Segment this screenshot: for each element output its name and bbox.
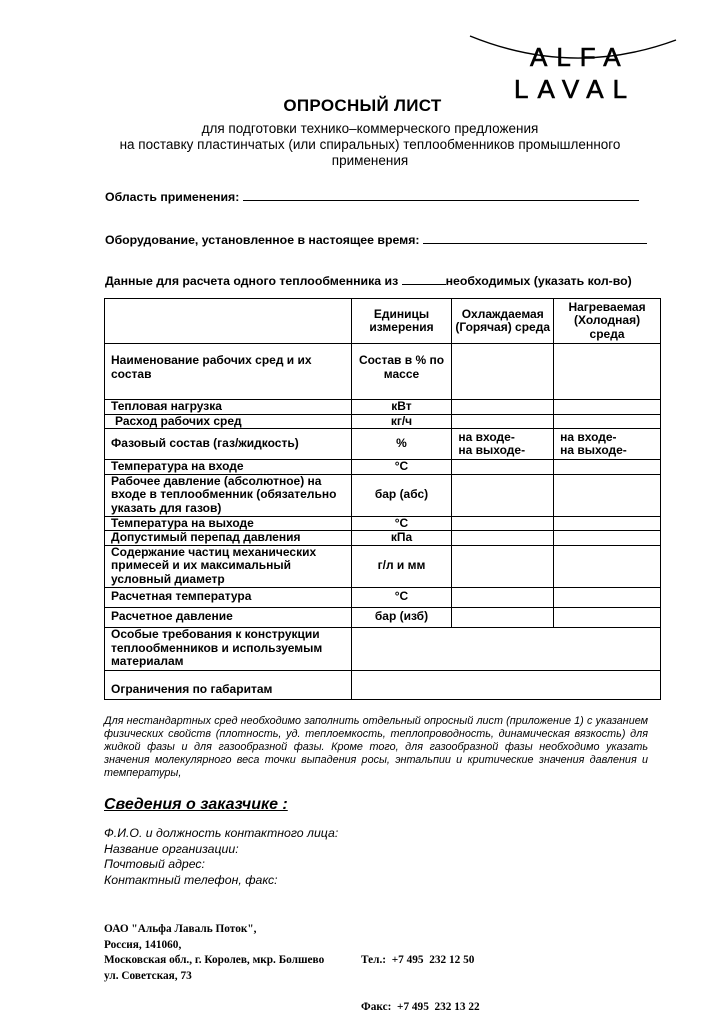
- table-row: [105, 429, 661, 460]
- unit-cell: °С: [351, 516, 452, 531]
- unit-cell: кг/ч: [351, 414, 452, 429]
- postal-address-label: Почтовый адрес:: [104, 857, 205, 871]
- cold-value-cell[interactable]: [554, 474, 661, 516]
- unit-cell: кВт: [351, 400, 452, 415]
- address-street: ул. Советская, 73: [104, 969, 192, 982]
- subtitle-line: применения: [331, 153, 409, 168]
- param-cell: Расчетная температура: [105, 587, 352, 607]
- instructions-note: Для нестандартных сред необходимо заполнить отдельный опросный лист (приложение 1) с указанием физических свойств (плотность, уд. теплоемкость, теплопроводность, динамическая вязкость) для жидкой фазы и для газообразной фазы. Кроме того, для газообразной фазы необходимо указать значения молекулярного веса точки выпадения росы, энтальпии и критические значения давления и температуры,: [104, 715, 648, 779]
- hot-value-cell[interactable]: [452, 607, 554, 627]
- unit-cell: кПа: [351, 531, 452, 546]
- special-requirements-cell[interactable]: [351, 627, 660, 670]
- table-row: [105, 414, 661, 429]
- page-subtitle: [90, 121, 650, 169]
- hot-value-cell[interactable]: [452, 414, 554, 429]
- subtitle-line: для подготовки технико–коммерческого предложения: [201, 121, 539, 136]
- table-row: [105, 670, 661, 699]
- param-cell: Температура на выходе: [105, 516, 352, 531]
- unit-cell: %: [351, 429, 452, 460]
- page-title: ОПРОСНЫЙ ЛИСТ: [283, 96, 442, 115]
- cold-value-cell[interactable]: [554, 531, 661, 546]
- hot-value-cell[interactable]: [452, 531, 554, 546]
- param-cell: Тепловая нагрузка: [105, 400, 352, 415]
- customer-fields: [104, 826, 338, 888]
- hot-value-cell[interactable]: [452, 400, 554, 415]
- company-contacts: [361, 922, 480, 1031]
- cold-value-cell[interactable]: [554, 545, 661, 587]
- unit-cell: °С: [351, 460, 452, 475]
- cold-value-cell[interactable]: [554, 344, 661, 400]
- equipment-label: Оборудование, установленное в настоящее время:: [105, 233, 420, 247]
- customer-section-heading: Сведения о заказчике :: [104, 796, 288, 813]
- cold-value-cell[interactable]: [554, 460, 661, 475]
- area-label: Область применения:: [105, 190, 240, 204]
- company-address: [104, 922, 324, 984]
- unit-cell: °С: [351, 587, 452, 607]
- header-cold-medium: Нагреваемая (Холодная) среда: [554, 299, 661, 344]
- table-header-row: [105, 299, 661, 344]
- table-row: [105, 344, 661, 400]
- svg-text:ALFA: ALFA: [530, 42, 630, 72]
- param-cell: Особые требования к конструкции теплообменников и используемым материалам: [105, 627, 352, 670]
- area-field: [105, 188, 639, 204]
- table-row: [105, 516, 661, 531]
- table-row: [105, 627, 661, 670]
- param-cell: Температура на входе: [105, 460, 352, 475]
- hot-value-cell[interactable]: [452, 460, 554, 475]
- param-cell: Допустимый перепад давления: [105, 531, 352, 546]
- company-name: ОАО "Альфа Лаваль Поток",: [104, 923, 257, 935]
- address-country: Россия, 141060,: [104, 938, 182, 951]
- svg-text:LAVAL: LAVAL: [514, 74, 637, 104]
- unit-cell: бар (изб): [351, 607, 452, 627]
- table-row: [105, 607, 661, 627]
- calc-label-end: необходимых (указать кол-во): [445, 274, 632, 288]
- address-region: Московская обл., г. Королев, мкр. Болшево: [104, 954, 325, 966]
- header-units: Единицы измерения: [351, 299, 452, 344]
- header-hot-medium: Охлаждаемая (Горячая) среда: [452, 299, 554, 344]
- equipment-field: [105, 231, 647, 247]
- equipment-input-line[interactable]: [423, 231, 647, 244]
- contact-person-label: Ф.И.О. и должность контактного лица:: [104, 826, 339, 840]
- table-row: [105, 545, 661, 587]
- company-fax: Факс: +7 495 232 13 22: [361, 1000, 480, 1013]
- parameters-table: [104, 298, 661, 700]
- unit-cell: Состав в % по массе: [351, 344, 452, 400]
- header-empty-cell: [105, 299, 352, 344]
- table-row: [105, 474, 661, 516]
- hot-value-cell[interactable]: [452, 516, 554, 531]
- calc-count-line[interactable]: [402, 272, 446, 285]
- cold-value-cell[interactable]: [554, 587, 661, 607]
- param-cell: Фазовый состав (газ/жидкость): [105, 429, 352, 460]
- table-row: [105, 400, 661, 415]
- calc-field: [105, 272, 632, 288]
- table-row: [105, 460, 661, 475]
- area-input-line[interactable]: [243, 188, 639, 201]
- cold-value-cell[interactable]: [554, 607, 661, 627]
- cold-value-cell[interactable]: [554, 414, 661, 429]
- param-cell: Наименование рабочих сред и их состав: [105, 344, 352, 400]
- hot-value-cell[interactable]: [452, 545, 554, 587]
- param-cell: Расчетное давление: [105, 607, 352, 627]
- hot-value-cell[interactable]: [452, 344, 554, 400]
- table-row: [105, 531, 661, 546]
- param-cell: Ограничения по габаритам: [105, 670, 352, 699]
- subtitle-line: на поставку пластинчатых (или спиральных) теплообменников промышленного: [119, 137, 621, 152]
- calc-label-start: Данные для расчета одного теплообменника из: [105, 274, 399, 288]
- dimensions-limits-cell[interactable]: [351, 670, 660, 699]
- table-row: [105, 587, 661, 607]
- hot-value-cell[interactable]: [452, 587, 554, 607]
- param-cell: Расход рабочих сред: [105, 414, 352, 429]
- cold-value-cell[interactable]: [554, 516, 661, 531]
- organization-label: Название организации:: [104, 841, 239, 856]
- param-cell: Содержание частиц механических примесей и их максимальный условный диаметр: [105, 545, 352, 587]
- company-phone: Тел.: +7 495 232 12 50: [361, 954, 475, 966]
- unit-cell: бар (абс): [351, 474, 452, 516]
- cold-phase-cell[interactable]: на входе- на выходе-: [554, 429, 661, 460]
- param-cell: Рабочее давление (абсолютное) на входе в теплообменник (обязательно указать для газов): [105, 474, 352, 516]
- unit-cell: г/л и мм: [351, 545, 452, 587]
- hot-value-cell[interactable]: [452, 474, 554, 516]
- cold-value-cell[interactable]: [554, 400, 661, 415]
- hot-phase-cell[interactable]: на входе- на выходе-: [452, 429, 554, 460]
- phone-fax-label: Контактный телефон, факс:: [104, 872, 278, 887]
